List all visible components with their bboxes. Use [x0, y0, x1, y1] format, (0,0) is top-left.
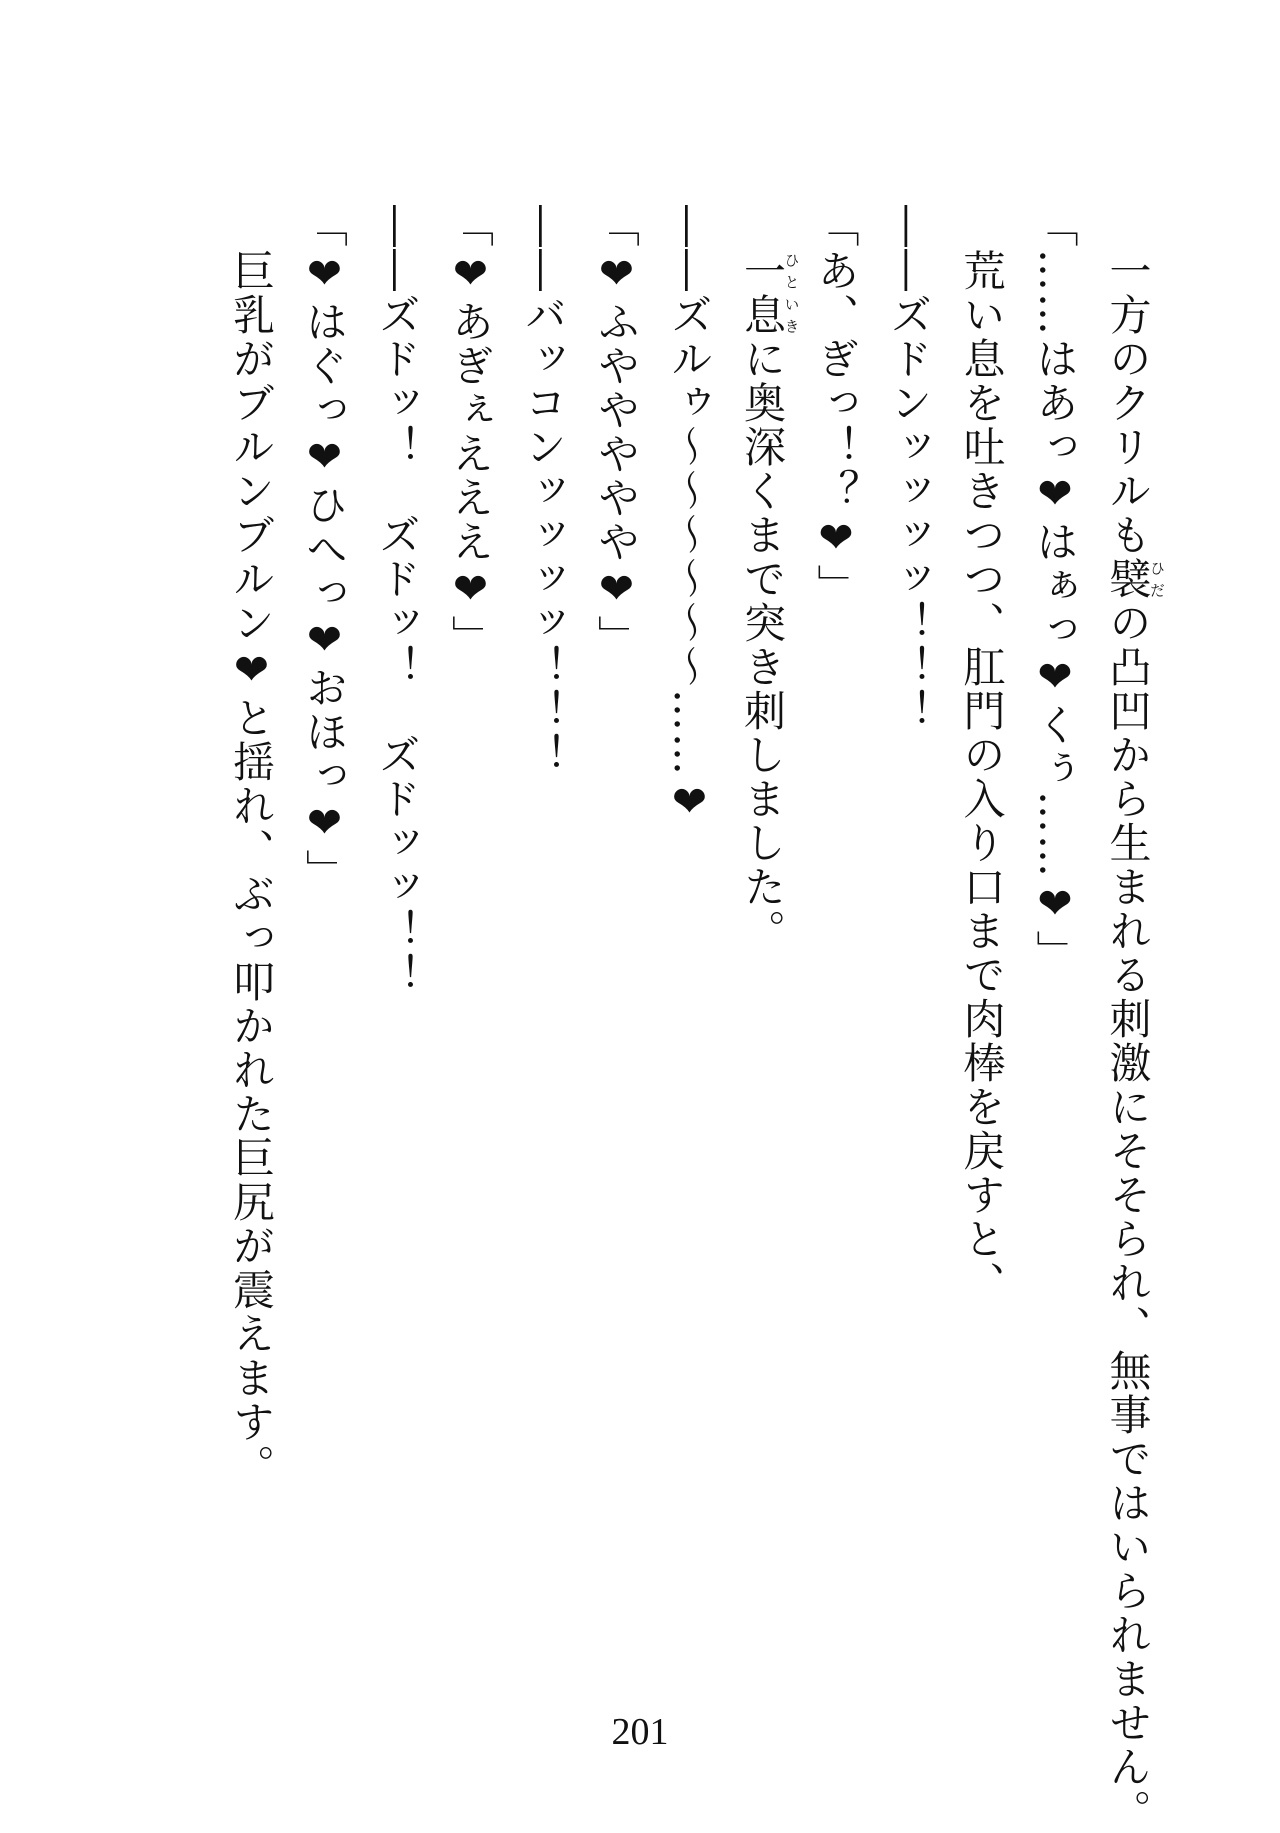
ruby-base-hitoiki: 一息 — [738, 249, 787, 337]
ruby-hida — [1103, 557, 1166, 601]
sfx-line-9: ――バッコンッッッッ！！！ — [519, 205, 568, 777]
ruby-base-hida: 襞 — [1103, 557, 1153, 601]
narration-line-3: 荒い息を吐きつつ、肛門の入り口まで肉棒を戻すと、 — [957, 205, 1007, 1305]
line-6-end: に奥深くまで突き刺しました。 — [738, 337, 787, 953]
ruby-hitoiki — [738, 249, 801, 337]
narration-line-6 — [726, 205, 800, 1645]
page-number: 201 — [611, 1711, 669, 1753]
dialogue-line-5: 「あ、ぎっ！？❤」 — [811, 205, 861, 608]
narration-line-1 — [1092, 205, 1166, 1833]
dialogue-line-12: 「❤はぐっ❤ひへっ❤おほっ❤」 — [300, 205, 349, 893]
dialogue-line-8: 「❤ふややややや❤」 — [592, 205, 641, 659]
dialogue-line-10: 「❤あぎぇえええ❤」 — [446, 205, 495, 659]
ruby-reading-hida: ひだ — [1148, 557, 1166, 601]
line-1-end: の凸凹から生まれる刺激にそそられ、無事ではいられません。 — [1103, 601, 1153, 1833]
ruby-reading-hitoiki: ひといき — [782, 249, 801, 337]
sfx-line-7: ――ズルゥ〜〜〜〜〜〜……❤ — [665, 205, 714, 828]
sfx-line-4: ――ズドンッッッッ！！！ — [884, 205, 934, 733]
line-6-start — [738, 205, 787, 249]
dialogue-line-2: 「……はあっ❤はぁっ❤くぅ……❤」 — [1030, 205, 1080, 974]
sfx-line-11: ――ズドッ！ ズドッ！ ズドッッ！！ — [373, 205, 422, 997]
line-1-start: 一方のクリルも — [1103, 205, 1153, 557]
narration-line-13: 巨乳がブルンブルン❤と揺れ、ぶっ叩かれた巨尻が震えます。 — [227, 205, 276, 1488]
